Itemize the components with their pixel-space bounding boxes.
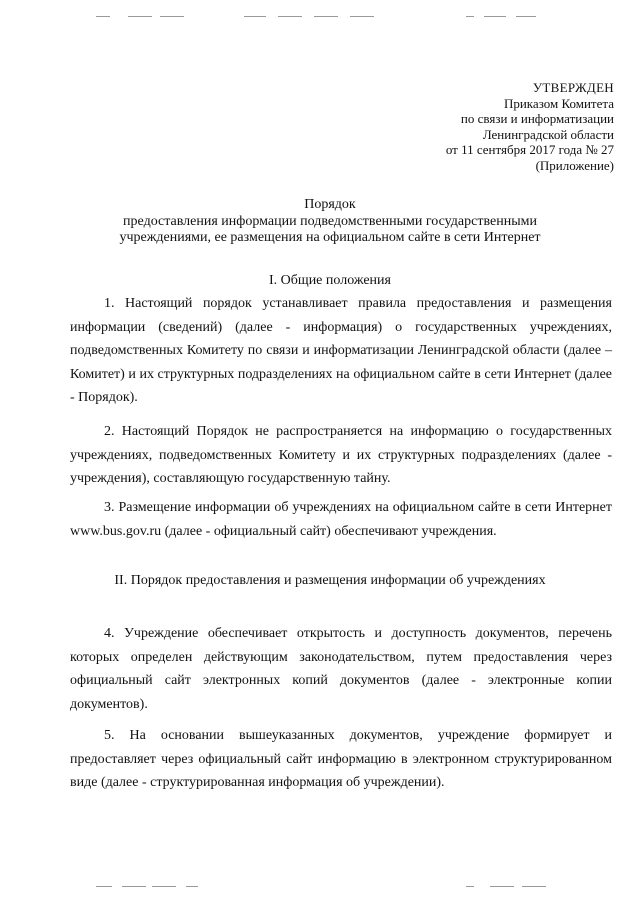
paragraph-1: 1. Настоящий порядок устанавливает правила предоставления и размещения информации (сведений) (далее - информация) о государственных учреждениях, подведомственных Комитету по связи и информатизации Ленинградской области (далее – Комитет) и их структурных подразделениях на официальном сайте в сети Интернет (далее - Порядок). [70, 296, 612, 405]
scan-artifact-top [0, 16, 640, 18]
title-line: Порядок [304, 197, 356, 212]
approval-heading: УТВЕРЖДЕН [532, 80, 614, 95]
approval-date-line: от 11 сентября 2017 года № 27 [445, 142, 614, 157]
section-heading-1: I. Общие положения [269, 273, 391, 288]
document-title [40, 197, 620, 247]
title-line: предоставления информации подведомственными государственными [123, 213, 537, 229]
paragraph-4: 4. Учреждение обеспечивает открытость и доступность документов, перечень которых определен действующим законодательством, путем предоставления через официальный сайт электронных копий документов (далее - электронные копии документов). [70, 626, 612, 712]
approval-line: по связи и информатизации [460, 111, 614, 126]
paragraph-3: 3. Размещение информации об учреждениях на официальном сайте в сети Интернет www.bus.gov.ru (далее - официальный сайт) обеспечивают учреждения. [70, 500, 612, 539]
approval-line: Приказом Комитета [503, 95, 614, 111]
title-line: учреждениями, ее размещения на официальном сайте в сети Интернет [119, 230, 541, 245]
scan-artifact-bottom [0, 886, 640, 888]
approval-block [446, 80, 614, 173]
section-heading-2: II. Порядок предоставления и размещения информации об учреждениях [114, 573, 546, 588]
approval-line: Ленинградской области [482, 126, 614, 142]
paragraph-5: 5. На основании вышеуказанных документов, учреждение формирует и предоставляет через официальный сайт информацию в электронном структурированном виде (далее - структурированная информация об учреждении). [70, 728, 612, 790]
approval-line: (Приложение) [535, 157, 614, 173]
paragraph-2: 2. Настоящий Порядок не распространяется на информацию о государственных учреждениях, подведомственных Комитету и их структурных подразделениях (далее - учреждения), составляющую государственную тайну. [70, 424, 612, 486]
